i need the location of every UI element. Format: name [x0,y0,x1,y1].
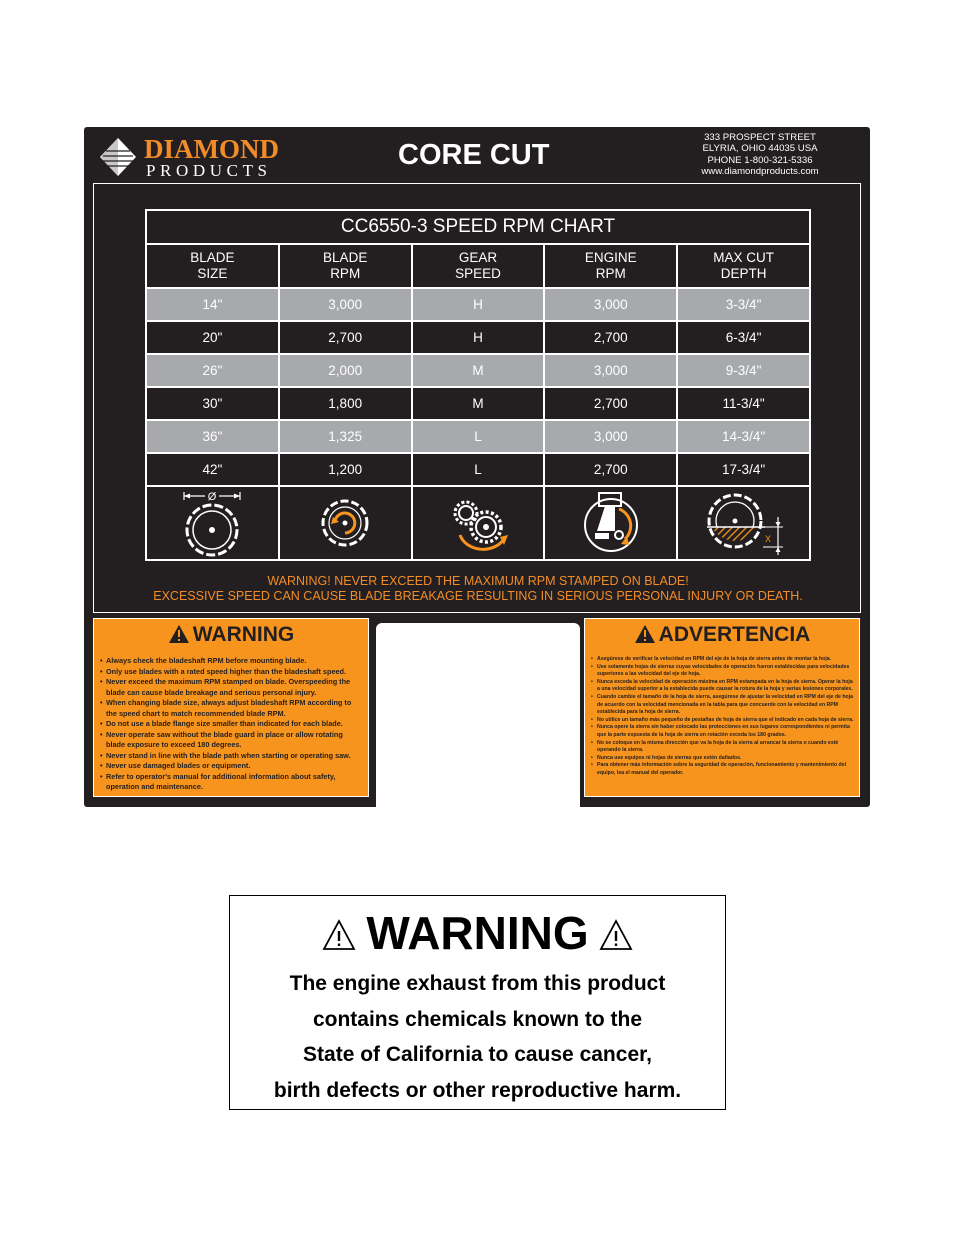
table-row [146,453,810,486]
table-title: CC6550-3 SPEED RPM CHART [146,210,810,244]
table-cell: M [412,387,545,420]
table-row [146,387,810,420]
rpm-chart-table [145,209,811,561]
table-cell: 3,000 [544,420,677,453]
list-item: • When changing blade size, always adjust bladeshaft RPM according to the speed chart to match recommended blade RPM. [100,698,363,719]
prop65-warning-box [229,895,726,1110]
blade-rotation-icon [309,489,381,557]
list-item: • Nunca use equipos ni hojas de sierras que estén dañados. [591,755,854,763]
gears-icon [442,489,514,557]
list-item: • Do not use a blade flange size smaller than indicated for each blade. [100,719,363,730]
prop65-line: birth defects or other reproductive harm. [273,1078,682,1102]
brand-name-top: DIAMOND [144,134,279,164]
column-header-line: DEPTH [720,266,767,281]
decal-header [84,127,870,183]
company-address [670,132,850,177]
list-item: • No se coloque en la misma dirección que va la hoja de la sierra al arrancar la sierra o cuando esté operando la sierra. [591,740,854,755]
address-line: PHONE 1-800-321-5336 [707,154,813,166]
table-cell: 20" [146,321,279,354]
table-cell: 3,000 [279,288,412,321]
table-cell: 11-3/4" [677,387,810,420]
table-cell: 2,000 [279,354,412,387]
table-cell: 2,700 [279,321,412,354]
prop65-line: State of California to cause cancer, [303,1043,652,1066]
blade-size-icon-cell [146,486,279,560]
warning-triangle-icon [634,624,656,644]
list-item: • Never exceed the maximum RPM stamped on blade. Overspeeding the blade can cause blade breakage and serious personal injury. [100,677,363,698]
table-cell: 30" [146,387,279,420]
table-cell: L [412,453,545,486]
table-cell: 1,325 [279,420,412,453]
list-item: • Asegúrese de verificar la velocidad en RPM del eje de la hoja de sierra antes de montar la hoja. [591,656,854,664]
icon-row [146,486,810,560]
prop65-title [230,908,725,958]
prop65-body [230,966,725,1108]
table-cell: M [412,354,545,387]
warning-list-english [100,656,363,793]
list-item: • No utilice un tamaño más pequeño de pestañas de hoja de sierra que el indicado en cada hoja de sierra. [591,717,854,725]
blank-label-area [376,623,580,813]
blade-rpm-icon-cell [279,486,412,560]
table-cell: 42" [146,453,279,486]
address-line: www.diamondproducts.com [701,165,819,177]
core-cut-decal [84,127,870,807]
table-cell: 26" [146,354,279,387]
table-row [146,420,810,453]
table-cell: 2,700 [544,387,677,420]
column-header-line: SPEED [455,266,501,281]
table-cell: 14" [146,288,279,321]
cut-depth-icon [699,489,789,557]
column-header [279,244,412,288]
column-header-line: BLADE [190,250,235,265]
table-cell: 17-3/4" [677,453,810,486]
warning-list-spanish [591,656,854,778]
column-header-line: SIZE [197,266,228,281]
list-item: • Cuando cambie el tamaño de la hoja de sierra, asegúrese de ajustar la velocidad en RPM del eje de hoja de acuerdo con la velocidad mencionada en la tabla para que concuerde con la velocidad en RPM establecida para la hoja de sierra. [591,694,854,717]
table-body [146,288,810,486]
diameter-symbol: Ø [208,491,217,503]
prop65-line: contains chemicals known to the [312,1007,643,1031]
table-cell: 36" [146,420,279,453]
list-item: • Never operate saw without the blade guard in place or allow rotating blade exposure to exceed 180 degrees. [100,730,363,751]
list-item: • Never use damaged blades or equipment. [100,761,363,772]
table-cell: 1,800 [279,387,412,420]
column-header-line: BLADE [323,250,368,265]
table-cell: 3-3/4" [677,288,810,321]
engine-rpm-icon-cell [544,486,677,560]
table-row [146,288,810,321]
column-header [677,244,810,288]
warning-label-title [94,623,368,647]
table-cell: 1,200 [279,453,412,486]
column-header-line: GEAR [458,250,498,265]
rpm-warning-line: EXCESSIVE SPEED CAN CAUSE BLADE BREAKAGE RESULTING IN SERIOUS PERSONAL INJURY OR DEATH. [153,588,803,603]
column-header [146,244,279,288]
brand-name-bottom: PRODUCTS [146,161,272,180]
rpm-warning-line: WARNING! NEVER EXCEED THE MAXIMUM RPM STAMPED ON BLADE! [267,574,689,588]
column-header [544,244,677,288]
warning-triangle-icon [322,919,356,951]
table-row [146,321,810,354]
address-line: ELYRIA, OHIO 44035 USA [702,143,818,155]
list-item: • Nunca exceda la velocidad de operación máxima en RPM estampada en la hoja de sierra. Operar la hoja a una velocidad superior a la establecida puede causar la rotura de la hoja y serias lesiones corporales. [591,679,854,694]
column-header-line: RPM [330,266,361,281]
list-item: • Use solamente hojas de sierras cuyas velocidades de operación fueron establecidas para velocidades superiores a las velocidad del eje de hoja. [591,664,854,679]
table-header-row [146,244,810,288]
table-cell: 2,700 [544,321,677,354]
list-item: • Nunca opere la sierra sin haber colocado las protecciones en sus lugares correspondientes ni permita que la parte expuesta de la hoja de sierra en rotación exceda los 180 grados. [591,724,854,739]
table-cell: H [412,288,545,321]
warning-triangle-icon [599,919,633,951]
column-header [412,244,545,288]
table-cell: 9-3/4" [677,354,810,387]
warning-label-spanish [584,618,860,797]
advertencia-label-title [585,623,859,647]
warning-title-text: WARNING [192,623,295,646]
warning-triangle-icon [168,624,190,644]
column-header-line: ENGINE [584,250,637,265]
depth-symbol: X [764,534,771,544]
table-cell: 3,000 [544,288,677,321]
diamond-logo-icon [98,137,138,177]
advertencia-title-text: ADVERTENCIA [658,623,811,646]
column-header-line: MAX CUT [713,250,774,265]
prop65-line: The engine exhaust from this product [289,972,666,995]
list-item: • Refer to operator's manual for additional information about safety, operation and maintenance. [100,772,363,793]
table-cell: 3,000 [544,354,677,387]
address-line: 333 PROSPECT STREET [704,132,816,143]
max-cut-depth-icon-cell [677,486,810,560]
warning-label-english [93,618,369,797]
table-cell: 14-3/4" [677,420,810,453]
prop65-title-text: WARNING [366,907,589,959]
column-header-line: RPM [595,266,626,281]
table-cell: 2,700 [544,453,677,486]
rpm-warning-text [94,574,862,603]
table-cell: 6-3/4" [677,321,810,354]
list-item: • Para obtener más información sobre la seguridad de operación, funcionamiento y mantenimiento del equipo, lea el manual del operador. [591,762,854,777]
rpm-chart-panel [93,183,861,613]
blade-diameter-icon [176,489,248,557]
table-cell: H [412,321,545,354]
list-item: • Always check the bladeshaft RPM before mounting blade. [100,656,363,667]
engine-rotation-icon [575,489,647,557]
table-row [146,354,810,387]
diamond-products-logo [98,135,298,179]
gear-speed-icon-cell [412,486,545,560]
product-title: CORE CUT [398,139,550,171]
list-item: • Never stand in line with the blade path when starting or operating saw. [100,751,363,762]
table-cell: L [412,420,545,453]
list-item: • Only use blades with a rated speed higher than the bladeshaft speed. [100,667,363,678]
